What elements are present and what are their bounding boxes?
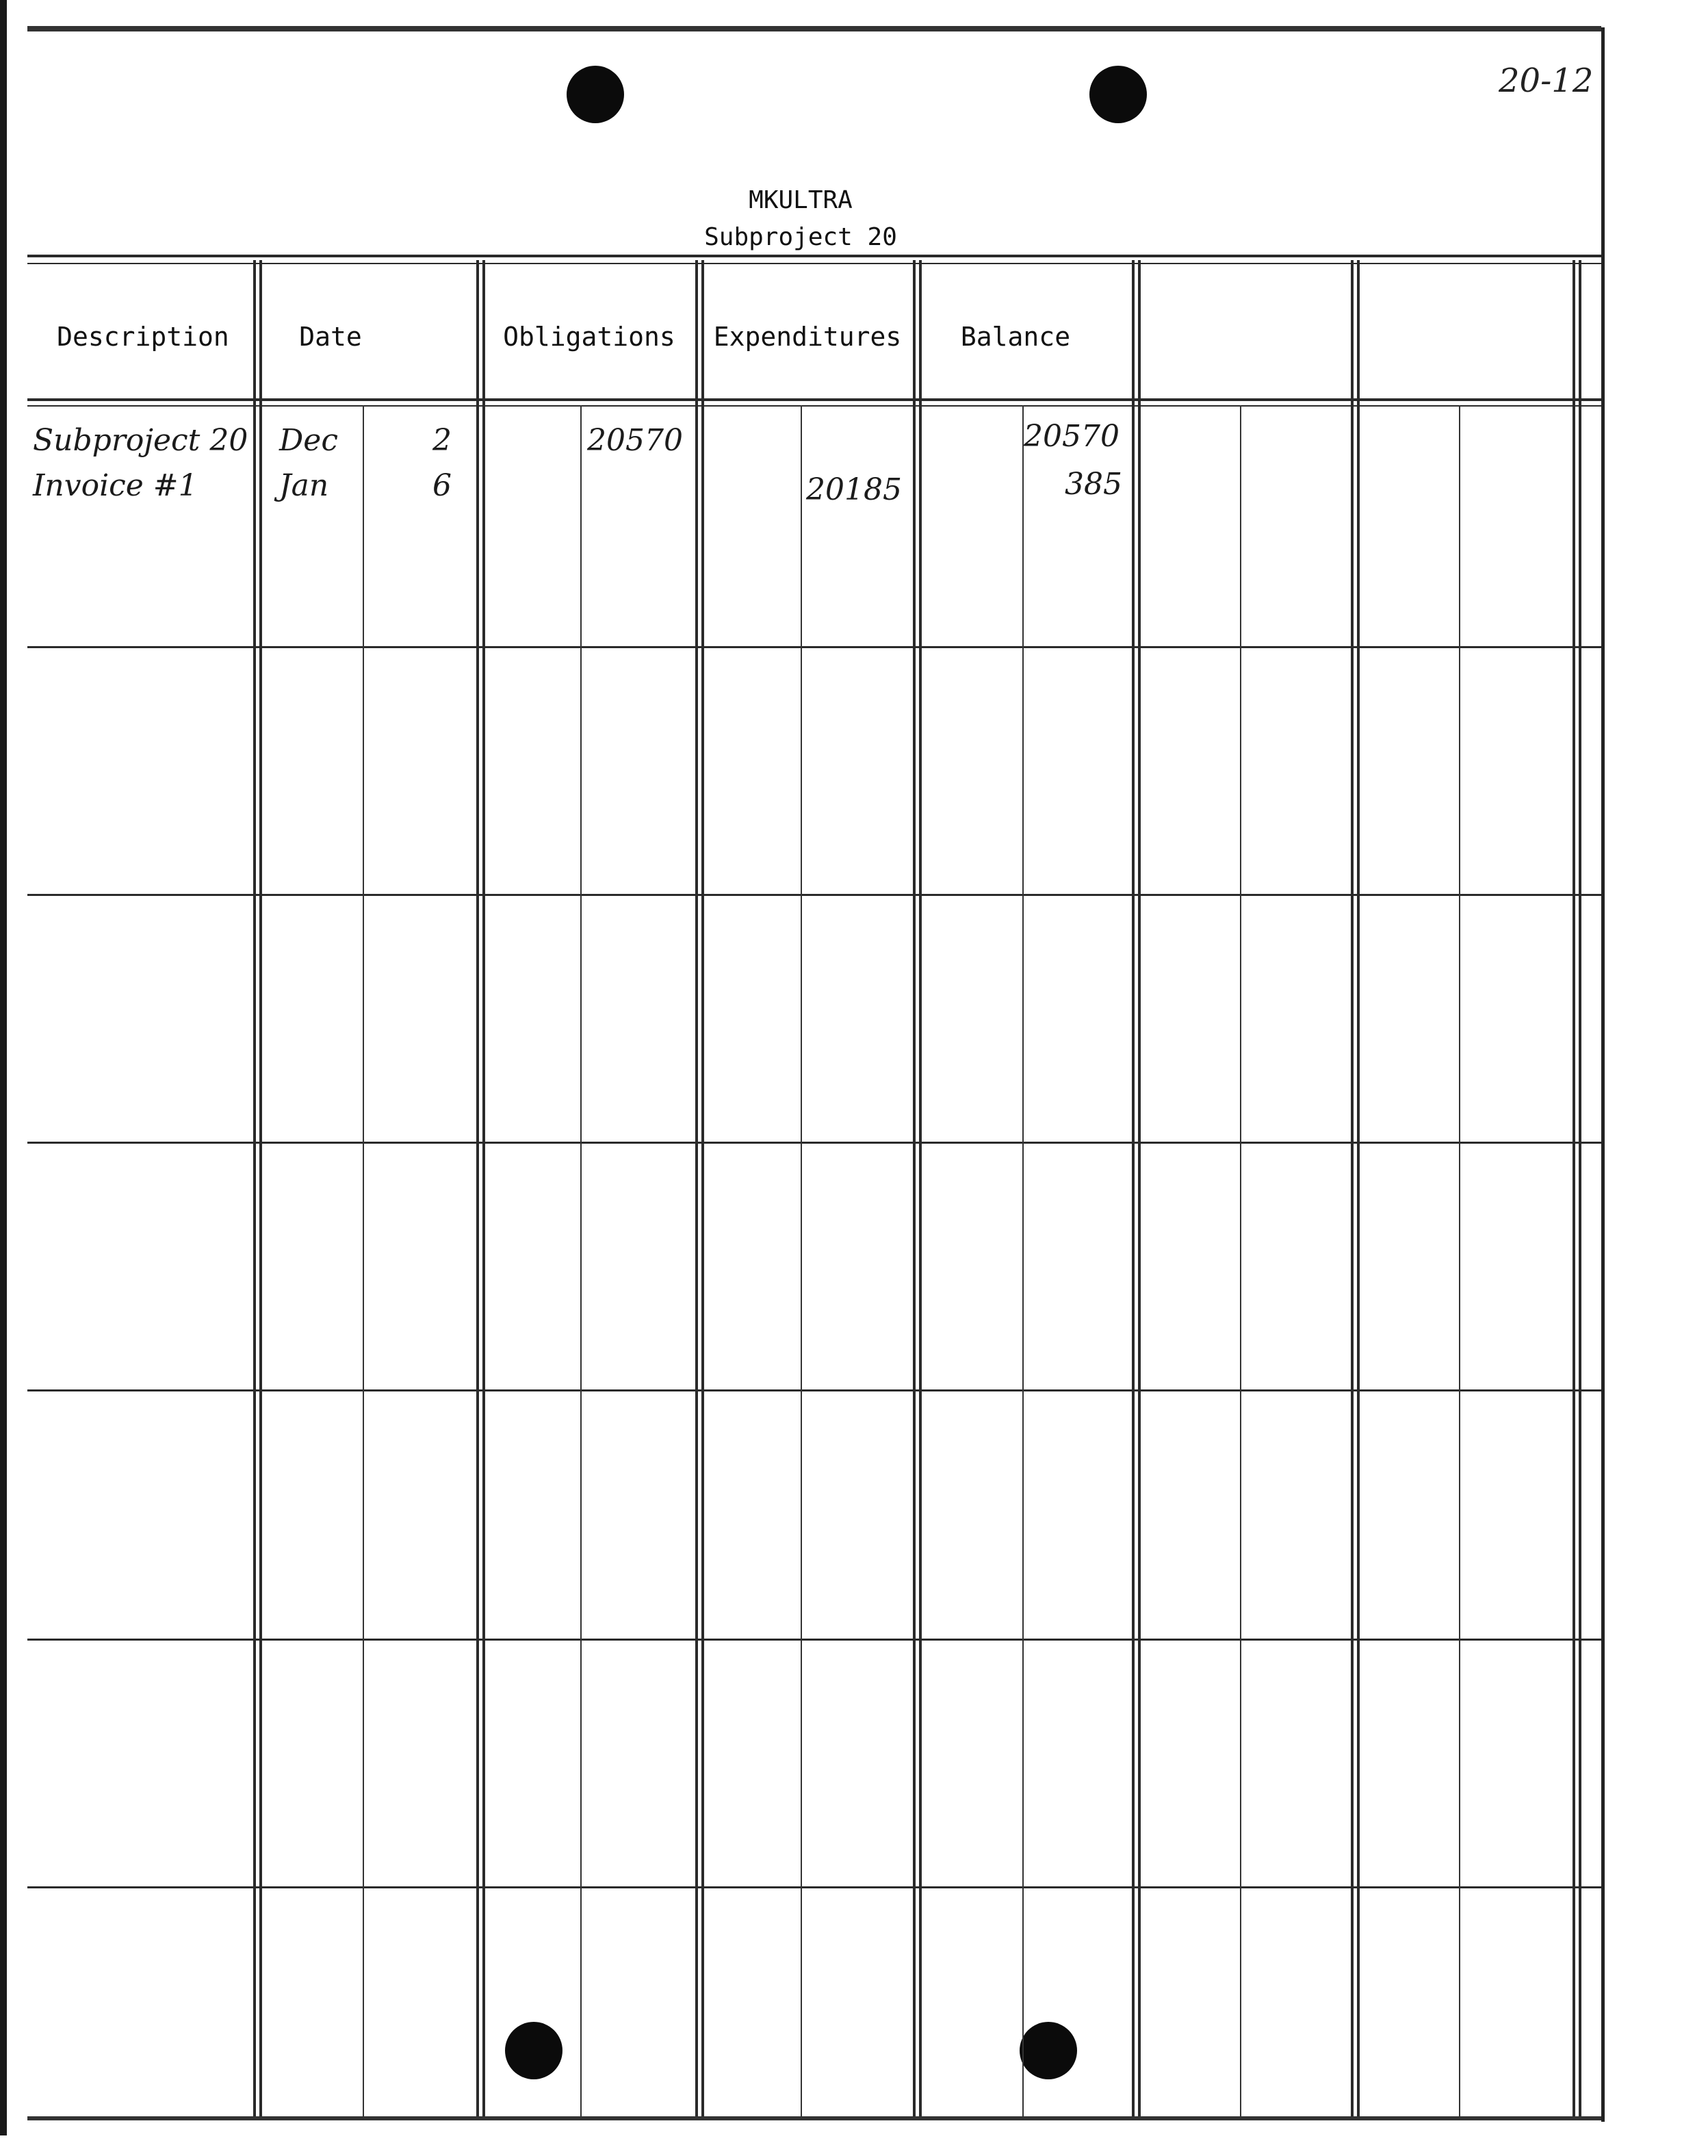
row-block-divider [27,1639,1601,1641]
header-top-rule-double [27,263,1601,264]
column-divider [1351,260,1354,2116]
subcolumn-divider [801,405,802,2116]
punch-hole [1089,66,1147,123]
scan-edge-left [0,0,7,2135]
entry-balance: 20570 [1024,419,1120,454]
header-bottom-rule-double [27,405,1601,407]
row-block-divider [27,1142,1601,1144]
column-header-balance: Balance [960,322,1071,352]
entry-description: Invoice #1 [33,468,198,503]
column-divider [1132,260,1135,2116]
ledger-title: MKULTRA [749,186,853,214]
entry-expenditure: 20185 [806,472,902,507]
document-number: 20-12 [1499,62,1594,100]
entry-day: 6 [432,468,452,503]
ledger-subtitle: Subproject 20 [704,223,897,251]
column-divider [253,260,256,2116]
subcolumn-divider [1022,405,1024,2116]
header-bottom-rule [27,398,1601,401]
entry-month: Jan [279,468,329,503]
header-top-rule [27,255,1601,257]
entry-balance: 385 [1065,467,1122,502]
row-block-divider [27,1389,1601,1391]
subcolumn-divider [580,405,582,2116]
column-header-expenditures: Expenditures [713,322,902,352]
scan-edge-right [1601,27,1605,2122]
subcolumn-divider [363,405,364,2116]
column-header-obligations: Obligations [503,322,675,352]
row-block-divider [27,646,1601,648]
entry-description: Subproject 20 [33,423,248,458]
subcolumn-divider [1459,405,1460,2116]
column-divider [913,260,916,2116]
entry-month: Dec [279,423,338,458]
punch-hole [1020,2022,1077,2079]
column-divider [476,260,479,2116]
subcolumn-divider [1240,405,1241,2116]
row-block-divider [27,894,1601,896]
column-header-date: Date [299,322,362,352]
column-divider [1573,260,1575,2116]
scan-edge-bottom [27,2116,1601,2120]
entry-day: 2 [432,423,452,458]
column-divider [695,260,698,2116]
row-block-divider [27,1886,1601,1888]
punch-hole [505,2022,562,2079]
entry-obligation: 20570 [587,423,683,458]
scan-edge-top [27,26,1601,31]
punch-hole [567,66,624,123]
column-header-description: Description [57,322,229,352]
